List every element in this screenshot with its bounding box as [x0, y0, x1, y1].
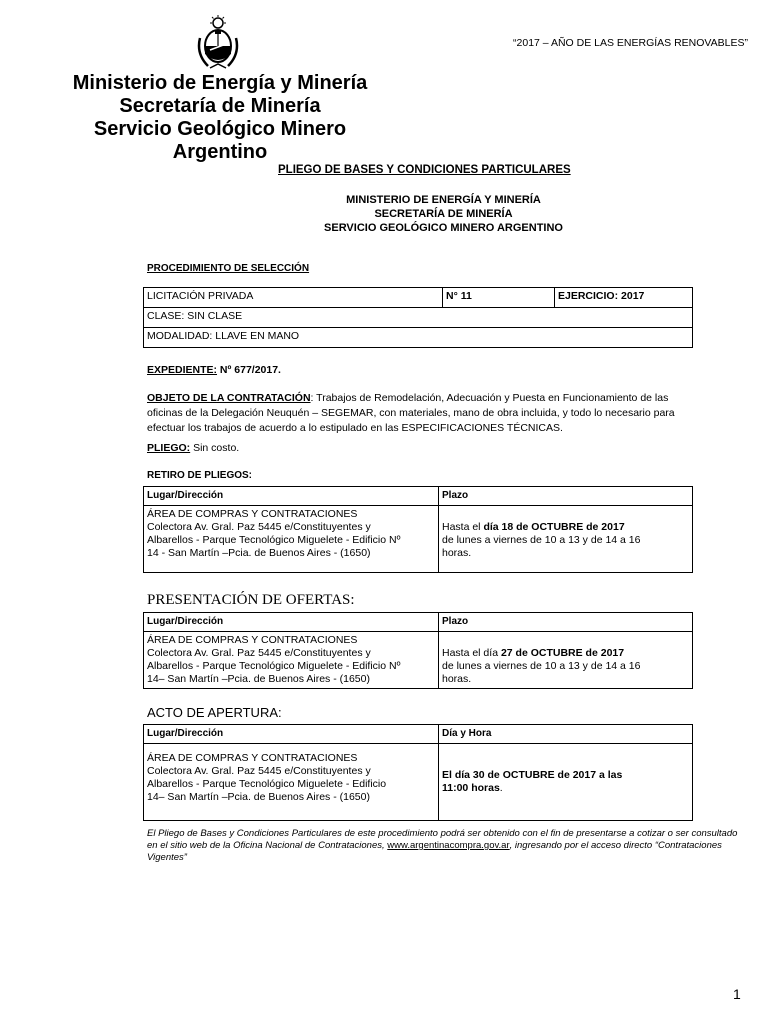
apertura-col-fecha: Día y Hora: [439, 725, 693, 744]
plazo-line: de lunes a viernes de 10 a 13 y de 14 a 16: [442, 660, 641, 672]
address-line: Albarellos - Parque Tecnológico Miguelete - Edificio Nº: [147, 660, 401, 672]
address-line: Colectora Av. Gral. Paz 5445 e/Constituyentes y: [147, 647, 371, 659]
retiro-plazo-cell: [439, 506, 693, 573]
address-line: ÁREA DE COMPRAS Y CONTRATACIONES: [147, 508, 358, 520]
argentinacompra-link[interactable]: www.argentinacompra.gov.ar: [387, 840, 510, 851]
apertura-heading: ACTO DE APERTURA:: [147, 705, 282, 720]
presentacion-table: [143, 612, 693, 689]
tipo-cell: LICITACIÓN PRIVADA: [144, 288, 443, 308]
org-line: SECRETARÍA DE MINERÍA: [374, 208, 513, 220]
plazo-line: horas.: [442, 673, 472, 685]
address-line: Albarellos - Parque Tecnológico Miguelete - Edificio Nº: [147, 534, 401, 546]
objeto-paragraph: [147, 391, 697, 436]
document-title: PLIEGO DE BASES Y CONDICIONES PARTICULARES: [278, 164, 571, 176]
pliego-cost: [147, 442, 239, 454]
ministry-line: Secretaría de Minería: [119, 95, 321, 117]
year-motto: “2017 – AÑO DE LAS ENERGÍAS RENOVABLES”: [513, 37, 748, 49]
footnote: [147, 828, 741, 864]
fecha-end: .: [499, 782, 503, 794]
apertura-table: [143, 724, 693, 821]
objeto-text: : Trabajos de Remodelación, Adecuación y Puesta en Funcionamiento de las oficinas de la Delegación Neuquén – SEGEMAR, con materiales, mano de obra incluida, y todo lo necesario para efectuar los trabajos de acuerdo a lo estipulado en las ESPECIFICACIONES TÉCNICAS.: [147, 392, 675, 434]
plazo-line: horas.: [442, 547, 472, 559]
ministry-heading: [30, 72, 410, 164]
pliego-value: Sin costo.: [190, 442, 240, 454]
fecha-hora: 11:00 horas: [442, 782, 500, 794]
address-line: ÁREA DE COMPRAS Y CONTRATACIONES: [147, 752, 358, 764]
presentacion-col-lugar: Lugar/Dirección: [144, 613, 439, 632]
procedimiento-heading: PROCEDIMIENTO DE SELECCIÓN: [147, 263, 310, 274]
address-line: ÁREA DE COMPRAS Y CONTRATACIONES: [147, 634, 358, 646]
footnote-text: El Pliego de Bases y Condiciones Particulares de este procedimiento podrá ser obtenido con el fin de presentarse a cotizar o ser consultado en el sitio web de la Oficina Nacional de Contrataciones,: [147, 828, 738, 851]
ejercicio-cell: EJERCICIO: 2017: [555, 288, 693, 308]
ministry-line: Ministerio de Energía y Minería: [72, 72, 368, 94]
objeto-label: OBJETO DE LA CONTRATACIÓN: [147, 392, 311, 404]
presentacion-lugar-cell: [144, 632, 439, 689]
page-number: 1: [733, 986, 741, 1002]
address-line: Colectora Av. Gral. Paz 5445 e/Constituyentes y: [147, 521, 371, 533]
apertura-fecha-cell: [439, 744, 693, 821]
numero-cell: N° 11: [443, 288, 555, 308]
org-line: MINISTERIO DE ENERGÍA Y MINERÍA: [346, 194, 541, 206]
apertura-col-lugar: Lugar/Dirección: [144, 725, 439, 744]
argentina-coat-of-arms-icon: [196, 14, 240, 72]
presentacion-heading: PRESENTACIÓN DE OFERTAS:: [147, 592, 355, 608]
presentacion-plazo-cell: [439, 632, 693, 689]
address-line: 14 - San Martín –Pcia. de Buenos Aires - (1650): [147, 547, 371, 559]
retiro-col-plazo: Plazo: [439, 487, 693, 506]
plazo-line: [442, 647, 689, 660]
plazo-pre: Hasta el día: [442, 647, 501, 659]
pliego-label: PLIEGO:: [147, 442, 191, 454]
address-line: Albarellos - Parque Tecnológico Miguelete - Edificio: [147, 778, 387, 790]
plazo-line: de lunes a viernes de 10 a 13 y de 14 a 16: [442, 534, 641, 546]
organization-block: [200, 193, 687, 235]
presentacion-col-plazo: Plazo: [439, 613, 693, 632]
expediente-label: EXPEDIENTE:: [147, 364, 218, 376]
ministry-line: Argentino: [172, 141, 268, 163]
address-line: Colectora Av. Gral. Paz 5445 e/Constituyentes y: [147, 765, 371, 777]
clase-cell: CLASE: SIN CLASE: [144, 308, 693, 328]
modalidad-cell: MODALIDAD: LLAVE EN MANO: [144, 328, 693, 348]
retiro-col-lugar: Lugar/Dirección: [144, 487, 439, 506]
fecha-line: El día 30 de OCTUBRE de 2017 a las: [442, 769, 623, 781]
plazo-line: [442, 521, 689, 534]
expediente: [147, 364, 281, 376]
apertura-lugar-cell: [144, 744, 439, 821]
address-line: 14– San Martín –Pcia. de Buenos Aires - (1650): [147, 791, 370, 803]
fecha-line: [442, 782, 689, 795]
address-line: 14– San Martín –Pcia. de Buenos Aires - (1650): [147, 673, 370, 685]
ministry-line: Servicio Geológico Minero: [93, 118, 347, 140]
expediente-value: Nº 677/2017.: [217, 364, 281, 376]
procedimiento-table: [143, 287, 693, 348]
org-line: SERVICIO GEOLÓGICO MINERO ARGENTINO: [324, 222, 563, 234]
plazo-date: 27 de OCTUBRE de 2017: [500, 647, 625, 659]
retiro-table: [143, 486, 693, 573]
footnote-text: , ingresando por el acceso directo “Contrataciones Vigentes”: [147, 840, 722, 863]
retiro-heading: RETIRO DE PLIEGOS:: [147, 470, 253, 481]
plazo-pre: Hasta el: [442, 521, 484, 533]
plazo-date: día 18 de OCTUBRE de 2017: [483, 521, 625, 533]
retiro-lugar-cell: [144, 506, 439, 573]
